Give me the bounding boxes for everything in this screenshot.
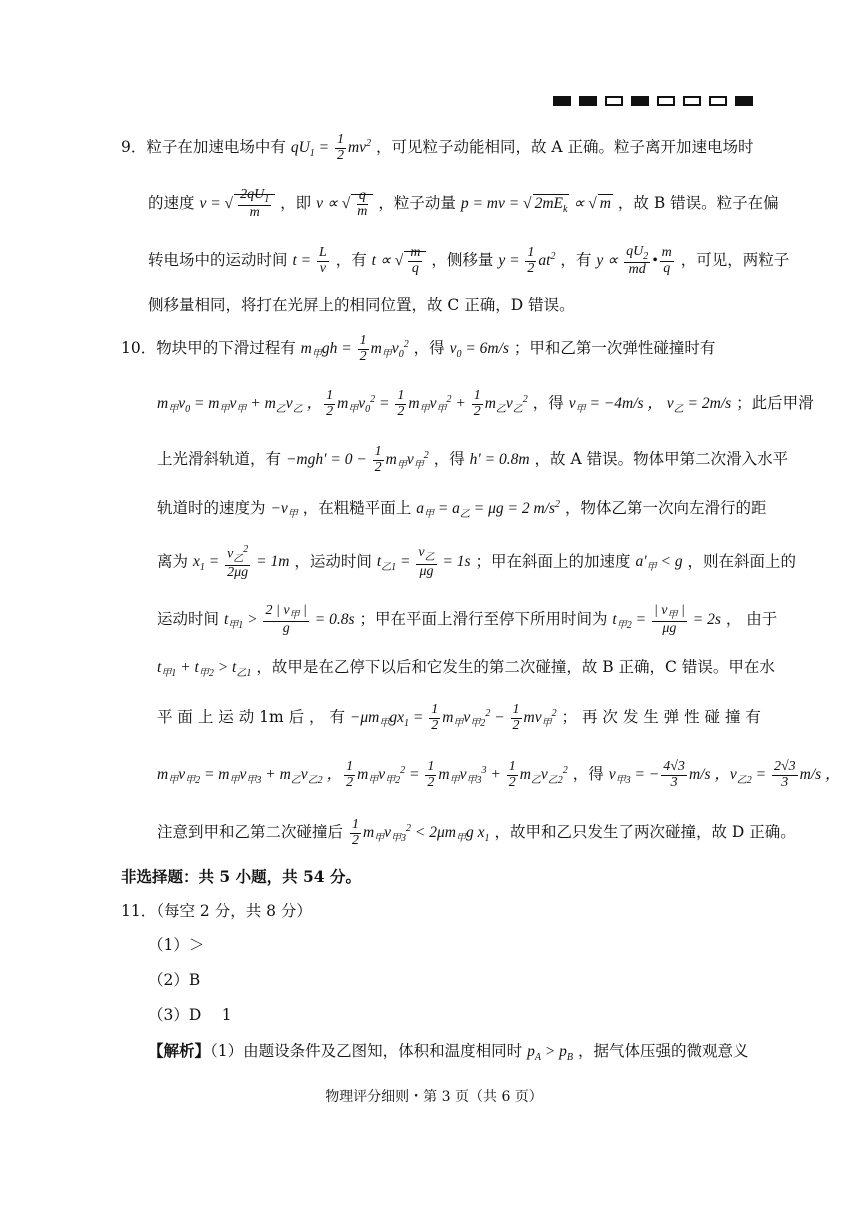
q10-line-2 — [157, 389, 814, 421]
formula: v ∝ √ $\frac{q}{m}$ — [316, 195, 373, 212]
text: ； 再 次 发 生 弹 性 碰 撞 有 — [561, 708, 761, 727]
text: ，有 — [560, 251, 592, 270]
text: 转电场中的运动时间 — [148, 251, 288, 270]
q11-answer-1: （1）＞ — [148, 936, 205, 954]
text: 平 面 上 运 动 1m 后 ， 有 — [157, 708, 345, 727]
header-marks — [553, 96, 753, 106]
formula: y ∝ $\frac{qU_2}{md}$ • $\frac{m}{q}$ — [596, 244, 672, 278]
q11-analysis — [148, 1040, 748, 1069]
text: ，则在斜面上的 — [687, 552, 797, 571]
header-mark — [709, 96, 727, 106]
formula: $p_A > p_B$ — [527, 1043, 574, 1064]
formula: $a'_甲 < g$ — [635, 553, 683, 574]
formula: $\frac{1}{2}$ $m_甲v_{甲3}^2 < 2\mu m_甲g$ $x_1$ — [351, 817, 490, 849]
q10-line-1 — [121, 334, 715, 366]
formula: $qU_1$ = $\frac{1}{2}$ $mv^2$ — [290, 132, 372, 164]
formula: $t_{乙1}$ = $\frac{v_乙}{\mu g}$ = 1s — [376, 545, 471, 579]
q11-title: 11．（每空 2 分，共 8 分） — [121, 902, 312, 920]
text: ，在粗糙平面上 — [302, 499, 412, 518]
q10-line-5 — [157, 545, 796, 581]
text: 离为 — [157, 552, 189, 571]
header-mark — [579, 96, 597, 106]
text: ，可见，两粒子 — [680, 251, 790, 270]
text: ，故甲和乙只发生了两次碰撞，故 D 正确。 — [494, 823, 796, 842]
text: ；甲和乙第一次弹性碰撞时有 — [513, 339, 716, 358]
analysis-label: 【解析】 — [148, 1041, 211, 1060]
text: ，得 — [413, 339, 445, 358]
q10-line-7 — [157, 656, 775, 685]
text: ，故 B 错误。粒子在偏 — [617, 194, 779, 213]
q10-line-10 — [157, 818, 796, 850]
text: ，得 — [532, 394, 564, 413]
header-mark — [735, 96, 753, 106]
formula: $m_甲v_{甲2} = m_甲v_{甲3} + m_乙v_{乙2}$ ， $\frac{1}{2}$ $m_甲v_{甲2}^2$ = $\frac{1}{2}$ $m_甲v_{甲3}^3$ + $\frac{1}{2}$ $m_乙v_{乙2}^2$ — [157, 759, 568, 791]
formula: $t_{甲1}$ > $\frac{2 | v_甲 |}{g}$ = 0.8s — [223, 603, 355, 637]
q10-line-8 — [157, 703, 761, 735]
formula: $-v_甲$ — [270, 500, 298, 521]
formula: t = $\frac{L}{v}$ — [292, 245, 327, 276]
q10-line-3 — [157, 445, 788, 477]
q9-line-4 — [148, 294, 575, 316]
formula: $v_0 = 6m/s$ — [449, 340, 509, 361]
header-mark — [657, 96, 675, 106]
formula: p = mv = √ $2mE_k$ ∝ √ m — [460, 195, 611, 216]
q10-line-9 — [157, 760, 841, 792]
text: ， 由于 — [725, 610, 778, 629]
text: 注意到甲和乙第二次碰撞后 — [157, 823, 344, 842]
formula: $x_1$ = $\frac{v_乙^2}{2\mu g}$ = 1m — [192, 544, 290, 580]
text: 10．物块甲的下滑过程有 — [121, 339, 296, 358]
text: 9．粒子在加速电场中有 — [121, 138, 286, 157]
text: 轨道时的速度为 — [157, 499, 266, 518]
q11-answer-3: （3）D 1 — [148, 1006, 232, 1024]
text: ；此后甲滑 — [736, 394, 814, 413]
section-title: 非选择题：共 5 小题，共 54 分。 — [121, 867, 361, 886]
formula: $-\mu m_甲gx_1$ = $\frac{1}{2}$ $m_甲v_{甲2}^2$ − $\frac{1}{2}$ $mv_甲^2$ — [349, 702, 557, 734]
formula: $v_甲 = -4m/s$ ， $v_乙 = 2m/s$ — [568, 395, 732, 416]
formula: $m_甲v_0 = m_甲v_甲 + m_乙v_乙$ ， $\frac{1}{2}$ $m_甲v_0^2$ = $\frac{1}{2}$ $m_甲v_甲^2$ + $\frac{1}{2}$ $m_乙v_乙^2$ — [157, 388, 528, 420]
text: ，物体乙第一次向左滑行的距 — [564, 499, 767, 518]
text: ，故甲是在乙停下以后和它发生的第二次碰撞，故 B 正确，C 错误。甲在水 — [256, 658, 775, 676]
formula: $a_甲 = a_乙 = \mu g = 2$ $m/s^2$ — [416, 499, 561, 521]
header-mark — [605, 96, 623, 106]
q9-line-3 — [148, 245, 789, 278]
text: ，有 — [335, 251, 367, 270]
formula: t ∝ √ $\frac{m}{q}$ — [372, 252, 427, 269]
header-mark — [631, 96, 649, 106]
formula: v = √ $\frac{2qU_1}{m}$ — [199, 195, 275, 212]
text: ，得 — [433, 450, 465, 469]
q10-line-6 — [157, 604, 777, 637]
text: ，故 A 错误。物体甲第二次滑入水平 — [534, 450, 789, 469]
text: ，据气体压强的微观意义 — [577, 1042, 749, 1060]
q11-answer-2: （2）B — [148, 971, 201, 989]
text: ，侧移量 — [431, 251, 494, 270]
q9-line-1 — [121, 133, 754, 165]
text: 运动时间 — [157, 610, 220, 629]
page-footer: 物理评分细则・第 3 页（共 6 页） — [325, 1089, 543, 1105]
formula: −mgh′ = 0 − $\frac{1}{2}$ $m_甲v_甲^2$ — [285, 444, 429, 476]
text: 侧移量相同，将打在光屏上的相同位置，故 C 正确，D 错误。 — [148, 296, 575, 314]
text: ，运动时间 — [294, 552, 372, 571]
formula: $v_{甲3}$ = − $\frac{4√3}{3}$ m/s ，$v_{乙2}$ = $\frac{2√3}{3}$ m/s ， — [608, 759, 841, 791]
header-mark — [553, 96, 571, 106]
header-mark — [683, 96, 701, 106]
formula: y = $\frac{1}{2}$ $at^2$ — [498, 245, 556, 276]
formula: $t_{甲1} + t_{甲2} > t_{乙1}$ — [157, 659, 252, 680]
text: ，可见粒子动能相同，故 A 正确。粒子离开加速电场时 — [376, 138, 754, 157]
text: ，得 — [572, 765, 604, 784]
formula: $t_{甲2}$ = $\frac{| v_甲 |}{\mu g}$ = 2s — [612, 603, 721, 637]
q9-line-2 — [148, 188, 779, 221]
text: ，粒子动量 — [378, 194, 456, 213]
formula: h′ = 0.8m — [469, 451, 530, 469]
formula: $m_甲gh$ = $\frac{1}{2}$ $m_甲v_0^2$ — [300, 333, 409, 365]
text: ；甲在斜面上的加速度 — [475, 552, 631, 571]
text: 上光滑斜轨道，有 — [157, 450, 282, 469]
text: 的速度 — [148, 194, 195, 213]
text: ；甲在平面上滑行至停下所用时间为 — [359, 610, 608, 629]
q10-line-4 — [157, 494, 766, 526]
text: （1）由题设条件及乙图知，体积和温度相同时 — [210, 1042, 523, 1060]
text: ，即 — [280, 194, 312, 213]
